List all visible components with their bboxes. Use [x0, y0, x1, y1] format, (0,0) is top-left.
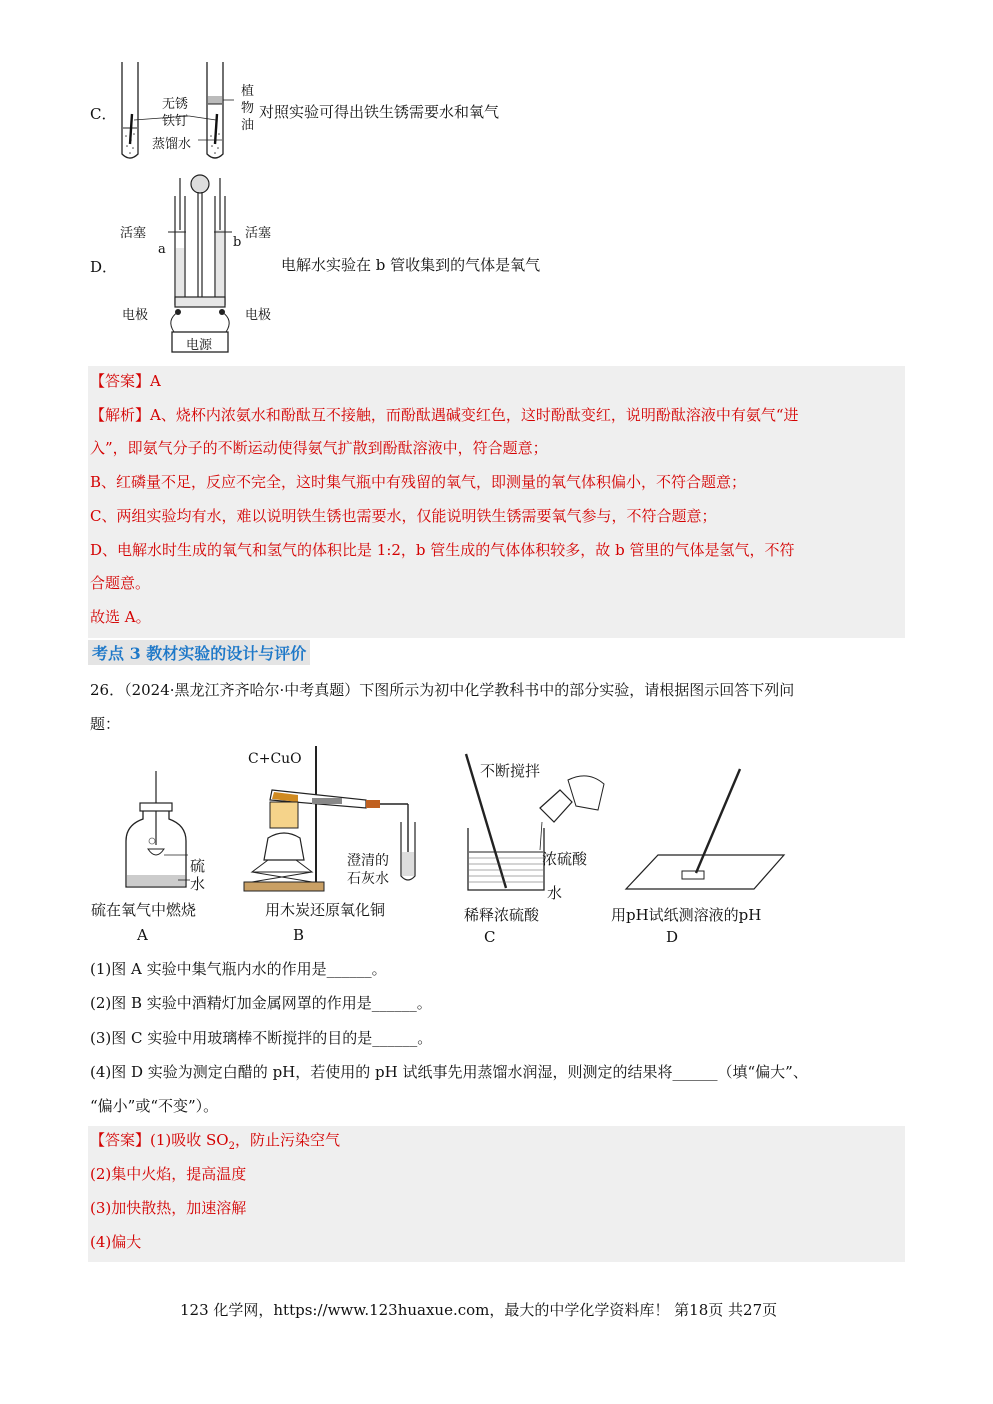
analysis-line-1	[90, 404, 799, 425]
fig-c-label-stir: 不断搅拌	[480, 762, 541, 780]
label-electrode-right: 电极	[245, 308, 272, 323]
fig-b-label-reagent: C+CuO	[248, 751, 302, 767]
fig-c-label-acid: 浓硫酸	[542, 850, 588, 868]
analysis-line-5: D、电解水时生成的氧气和氢气的体积比是 1:2，b 管生成的气体体积较多，故 b 管里的气体是氢气，不符	[90, 541, 795, 559]
analysis-line-2: 入”，即氨气分子的不断运动使得氨气扩散到酚酞溶液中，符合题意；	[90, 439, 548, 457]
section-title: 考点 3 教材实验的设计与评价	[88, 640, 310, 665]
fig-b-caption: 用木炭还原氧化铜	[265, 901, 386, 919]
fig-d-caption: 用pH试纸测溶液的pH	[611, 906, 762, 924]
label-tube-a: a	[158, 242, 166, 257]
fig-a-label-water: 水	[190, 875, 206, 893]
fig-a-label-sulfur: 硫	[190, 857, 206, 875]
label-oil-2: 物	[241, 101, 255, 116]
q26-sub-4-line-1: (4)图 D 实验为测定白醋的 pH，若使用的 pH 试纸事先用蒸馏水润湿，则测定的结果将______（填“偏大”、	[90, 1063, 808, 1081]
answer-26-a1-pre: (1)吸收 SO	[150, 1131, 229, 1149]
analysis-line-3: B、红磷量不足，反应不完全，这时集气瓶中有残留的氧气，即测量的氧气体积偏小，不符合题意；	[90, 473, 747, 491]
label-oil-3: 油	[241, 118, 255, 133]
analysis-line-7: 故选 A。	[90, 608, 151, 626]
analysis-line-4: C、两组实验均有水，难以说明铁生锈也需要水，仅能说明铁生锈需要氧气参与，不符合题意；	[90, 507, 717, 525]
q26-stem-line-1: 26．（2024·黑龙江齐齐哈尔·中考真题）下图所示为初中化学教科书中的部分实验，请根据图示回答下列问	[90, 681, 795, 699]
option-d-text: 电解水实验在 b 管收集到的气体是氧气	[281, 256, 541, 274]
fig-b-label-limewater-2: 石灰水	[347, 871, 389, 887]
page-footer: 123 化学网，https://www.123huaxue.com，最大的中学化学资料库！ 第18页 共27页	[180, 1301, 778, 1319]
answer-tag: 【答案】	[90, 372, 151, 390]
answer-26-line-3: (3)加快散热，加速溶解	[90, 1199, 247, 1217]
answer-26-a1-sub: 2	[228, 1141, 235, 1152]
fig-c-label-water: 水	[547, 884, 563, 902]
label-no-rust: 无锈	[162, 97, 189, 112]
q26-sub-3: (3)图 C 实验中用玻璃棒不断搅拌的目的是______。	[90, 1029, 433, 1047]
option-d-letter: D．	[90, 258, 118, 276]
fig-c-caption: 稀释浓硫酸	[464, 906, 540, 924]
q26-sub-2: (2)图 B 实验中酒精灯加金属网罩的作用是______。	[90, 994, 432, 1012]
label-electrode-left: 电极	[122, 308, 149, 323]
label-distilled-water: 蒸馏水	[152, 137, 192, 152]
figure-d-ph-test	[620, 765, 790, 895]
label-valve-right: 活塞	[245, 226, 272, 241]
option-c-letter: C．	[90, 105, 117, 123]
label-valve-left: 活塞	[120, 226, 147, 241]
answer-26-tag: 【答案】	[90, 1131, 151, 1149]
fig-a-letter: A	[137, 926, 148, 944]
option-c-text: 对照实验可得出铁生锈需要水和氧气	[259, 103, 500, 121]
answer-26-line-2: (2)集中火焰，提高温度	[90, 1165, 247, 1183]
answer-26-a1-post: ，防止污染空气	[234, 1131, 340, 1149]
answer-26-line-4: (4)偏大	[90, 1233, 142, 1251]
fig-d-letter: D	[666, 928, 679, 946]
answer-value: A	[150, 372, 161, 390]
analysis-line-6: 合题意。	[90, 574, 151, 592]
fig-b-letter: B	[293, 926, 305, 944]
label-tube-b: b	[233, 235, 242, 250]
electrolysis-figure	[160, 170, 280, 358]
q26-sub-1: (1)图 A 实验中集气瓶内水的作用是______。	[90, 960, 387, 978]
fig-b-label-limewater-1: 澄清的	[347, 853, 389, 869]
label-oil-1: 植	[241, 84, 255, 99]
q26-sub-4-line-2: “偏小”或“不变”）。	[90, 1097, 219, 1115]
q26-stem-line-2: 题：	[90, 715, 121, 733]
label-power-source: 电源	[186, 338, 213, 353]
answer-25-line	[90, 370, 161, 391]
answer-26-line-1	[90, 1129, 340, 1152]
fig-a-caption: 硫在氧气中燃烧	[91, 901, 197, 919]
analysis-text-1: A、烧杯内浓氨水和酚酞互不接触，而酚酞遇碱变红色，这时酚酞变红，说明酚酞溶液中有氨气“进	[150, 406, 799, 424]
fig-c-letter: C	[484, 928, 496, 946]
label-iron-nail: 铁钉	[162, 114, 189, 129]
analysis-tag: 【解析】	[90, 406, 151, 424]
